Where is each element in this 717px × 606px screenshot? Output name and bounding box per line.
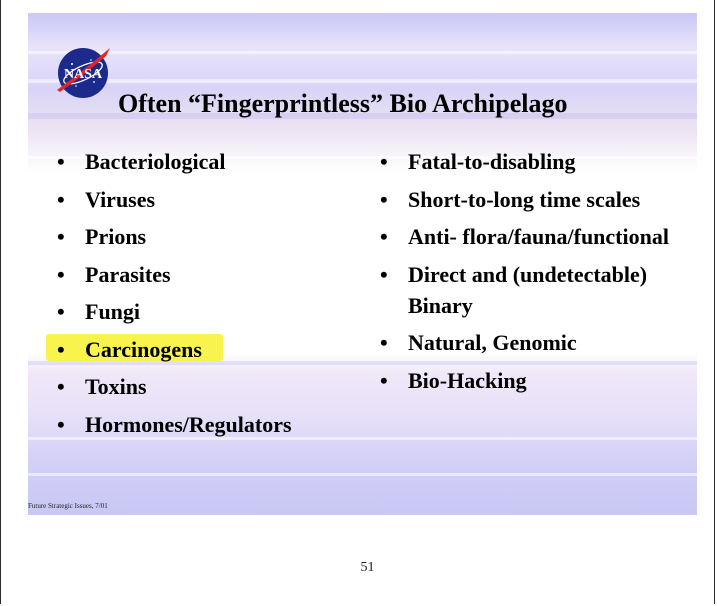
list-item (380, 365, 680, 396)
list-item-label: Viruses (85, 186, 156, 212)
list-item (380, 221, 680, 252)
bullet-icon: • (380, 224, 388, 249)
bullet-icon: • (380, 261, 388, 287)
nasa-logo (54, 42, 112, 100)
bullet-icon: • (57, 186, 65, 212)
slide-footer-note: Future Strategic Issues, 7/01 (28, 502, 108, 510)
list-item (57, 184, 367, 215)
list-item-label: Fungi (85, 299, 141, 324)
list-item-highlighted (57, 334, 367, 365)
list-item (57, 146, 367, 177)
list-item-label: Bio-Hacking (408, 367, 527, 393)
bullet-icon: • (380, 149, 388, 174)
list-item (380, 259, 680, 321)
slide (28, 13, 697, 515)
slide-band (28, 51, 697, 54)
list-item-label: Carcinogens (85, 336, 202, 362)
bullet-icon: • (57, 374, 65, 399)
list-item (380, 184, 680, 215)
list-item-label: Toxins (85, 374, 147, 399)
bullet-icon: • (57, 149, 65, 174)
left-bullet-list (57, 146, 367, 446)
bullet-icon: • (380, 367, 388, 393)
slide-band (28, 473, 697, 476)
list-item (57, 221, 367, 252)
logo-text: NASA (63, 67, 103, 82)
list-item (57, 409, 367, 440)
list-item-label: Fatal-to-disabling (408, 149, 576, 174)
list-item (380, 327, 680, 358)
bullet-icon: • (57, 224, 65, 249)
bullet-icon: • (380, 330, 388, 355)
bullet-icon: • (57, 261, 65, 287)
list-item-label: Bacteriological (85, 149, 226, 174)
list-item-label: Short-to-long time scales (408, 186, 641, 212)
list-item-label: Parasites (85, 261, 171, 287)
list-item-label: Anti- flora/fauna/functional (408, 224, 669, 249)
slide-band (28, 79, 697, 83)
right-bullet-list (380, 146, 680, 402)
bullet-icon: • (57, 336, 65, 362)
bullet-icon: • (57, 411, 65, 437)
list-item (57, 371, 367, 402)
list-item-label: Hormones/Regulators (85, 411, 292, 437)
list-item-label: Prions (85, 224, 147, 249)
list-item-label: Direct and (undetectable) Binary (408, 261, 648, 318)
bullet-icon: • (380, 186, 388, 212)
slide-title: Often “Fingerprintless” Bio Archipelago (118, 89, 568, 118)
list-item (380, 146, 680, 177)
list-item (57, 259, 367, 290)
page-number: 51 (360, 560, 375, 575)
bullet-icon: • (57, 299, 65, 324)
list-item (57, 296, 367, 327)
list-item-label: Natural, Genomic (408, 330, 577, 355)
